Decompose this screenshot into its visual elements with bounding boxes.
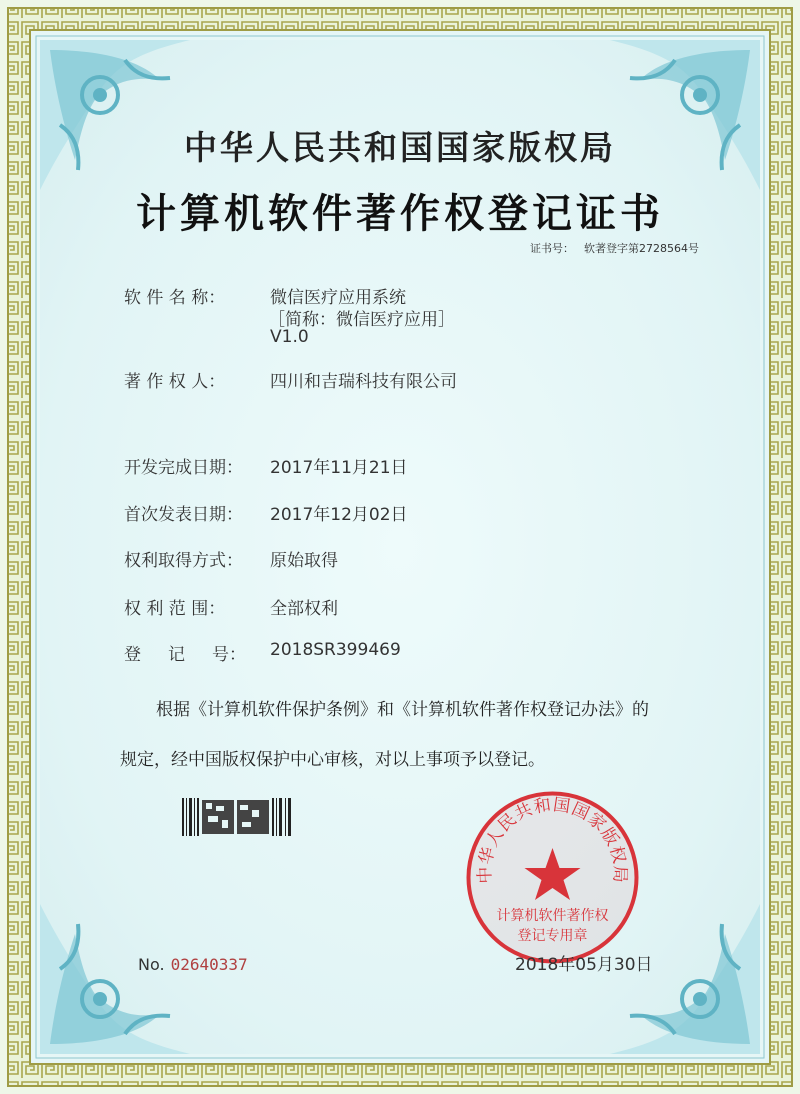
acquire-method-value: 原始取得: [270, 551, 338, 571]
qr-barcode-icon: [182, 798, 292, 836]
serial-value: 02640337: [170, 955, 248, 974]
corner-ornament-icon: [40, 904, 190, 1054]
acquire-method-label: 权利取得方式：: [124, 551, 243, 571]
owner-label: 著 作 权 人：: [124, 372, 226, 392]
registration-number-label: 登 记 号：: [124, 645, 247, 665]
certificate-number: [530, 240, 699, 256]
registration-number-value: 2018SR399469: [270, 640, 401, 660]
software-name-label: 软 件 名 称：: [124, 288, 226, 308]
certificate-number-value: 软著登字第2728564号: [584, 242, 699, 255]
software-version: V1.0: [270, 327, 309, 347]
dev-date-label: 开发完成日期：: [124, 458, 243, 478]
pub-date-label: 首次发表日期：: [124, 505, 243, 525]
owner-value: 四川和吉瑞科技有限公司: [270, 372, 457, 392]
certificate-title: 计算机软件著作权登记证书: [136, 191, 664, 237]
seal-center-line-2: 登记专用章: [517, 928, 588, 944]
statement-line-2: 规定，经中国版权保护中心审核，对以上事项予以登记。: [120, 750, 545, 770]
issue-date: 2018年05月30日: [515, 955, 653, 975]
seal-ring-text: 中华人民共和国国家版权局: [475, 795, 630, 884]
pub-date-value: 2017年12月02日: [270, 505, 408, 525]
rights-scope-label: 权 利 范 围：: [124, 599, 226, 619]
dev-date-value: 2017年11月21日: [270, 458, 408, 478]
rights-scope-value: 全部权利: [270, 599, 338, 619]
software-name-value: 微信医疗应用系统: [270, 288, 406, 308]
serial-label: No.: [138, 955, 165, 974]
statement-line-1: 根据《计算机软件保护条例》和《计算机软件著作权登记办法》的: [156, 700, 649, 720]
software-short-name: ［简称：微信医疗应用］: [268, 310, 455, 330]
certificate-number-label: 证书号：: [530, 242, 574, 255]
statement: [120, 685, 740, 785]
seal-center-line-1: 计算机软件著作权: [496, 908, 609, 924]
issuer-title: 中华人民共和国国家版权局: [184, 128, 616, 167]
official-seal: [465, 790, 640, 965]
serial-number: [138, 955, 248, 974]
